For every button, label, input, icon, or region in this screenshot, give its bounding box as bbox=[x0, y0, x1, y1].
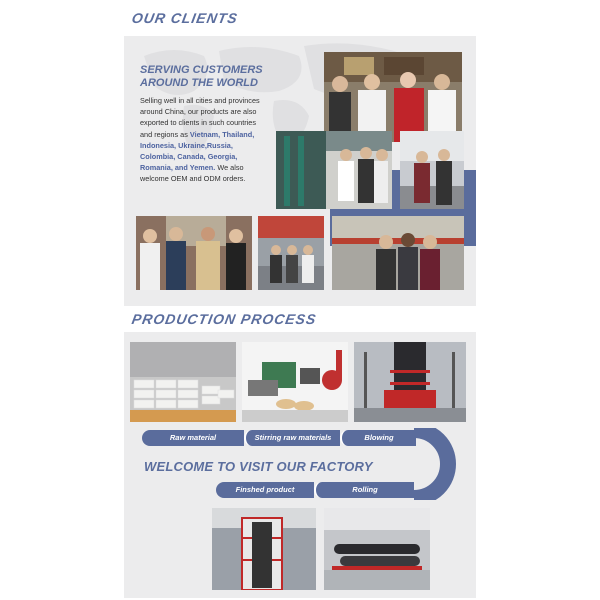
step-raw-material: Raw material bbox=[142, 430, 244, 446]
rolling-photo bbox=[324, 508, 430, 590]
serving-title-line2: AROUND THE WORLD bbox=[140, 77, 258, 89]
serving-title bbox=[140, 64, 280, 90]
client-photo-factory-pair bbox=[400, 131, 464, 209]
client-photo-factory-floor bbox=[258, 216, 324, 290]
countries-list: Vietnam, Thailand, Indonesia, Ukraine,Russia, Colombia, Canada, Georgia, Romania, and Yemen. bbox=[140, 129, 255, 173]
clients-description bbox=[140, 95, 262, 185]
client-photo-group-top bbox=[324, 52, 462, 142]
raw-material-photo bbox=[130, 342, 236, 422]
clients-panel bbox=[124, 36, 476, 306]
process-panel bbox=[124, 332, 476, 598]
blowing-photo bbox=[354, 342, 466, 422]
step-finished-product: Finshed product bbox=[216, 482, 314, 498]
process-heading: PRODUCTION PROCESS bbox=[130, 311, 318, 327]
clients-intro-text: Selling well in all cities and provinces around China, our products are also exported to clients in such countries and regions as bbox=[140, 96, 260, 139]
welcome-text: WELCOME TO VISIT OUR FACTORY bbox=[144, 459, 373, 474]
client-photo-workshop-trio bbox=[332, 216, 464, 290]
finished-product-photo bbox=[212, 508, 316, 590]
step-rolling: Rolling bbox=[314, 482, 414, 498]
clients-heading: OUR CLIENTS bbox=[130, 10, 240, 26]
client-photo-factory-machine bbox=[276, 131, 392, 209]
clients-outro-text: We also welcome OEM and ODM orders. bbox=[140, 163, 246, 184]
stirring-photo bbox=[242, 342, 348, 422]
step-blowing: Blowing bbox=[340, 430, 416, 446]
step-stirring: Stirring raw materials bbox=[244, 430, 340, 446]
client-photo-group-office bbox=[136, 216, 252, 290]
serving-title-line1: SERVING CUSTOMERS bbox=[140, 64, 263, 76]
